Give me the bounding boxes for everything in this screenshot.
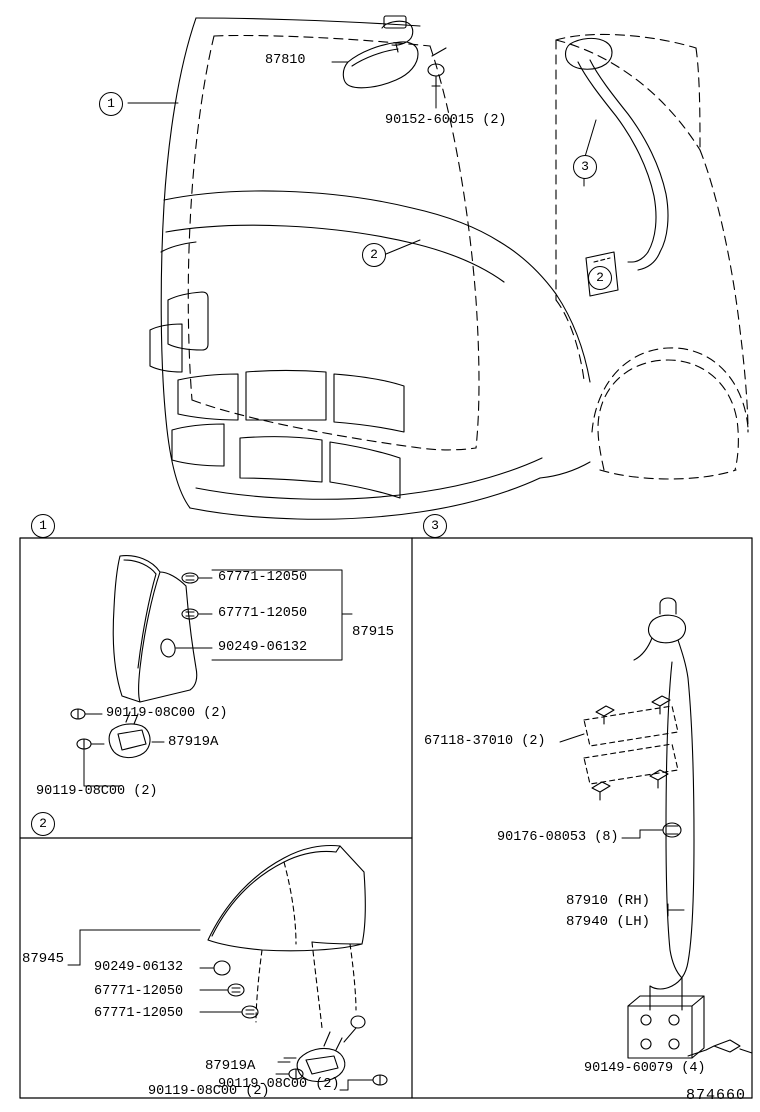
- callout-label: 2: [39, 816, 47, 831]
- part-number: 67771-12050: [94, 1006, 184, 1021]
- part-label-cover-grommet-2: [94, 961, 183, 975]
- callout-circle-1-detail: [31, 514, 55, 538]
- part-number: 87919A: [168, 734, 219, 750]
- part-number: 87940 (LH): [566, 914, 651, 930]
- part-number: 87915: [352, 624, 395, 640]
- callout-circle-2-detail: [31, 812, 55, 836]
- part-label-mirror-bracket-2: [205, 1059, 255, 1073]
- part-label-bracket-screw-lower: [36, 785, 158, 799]
- part-label-stay-clip: [497, 831, 619, 845]
- part-label-cover-clip-upper-2: [94, 985, 183, 999]
- part-label-inner-mirror: [265, 54, 306, 68]
- part-number: 87945: [22, 951, 65, 967]
- part-number: 67771-12050: [218, 606, 308, 621]
- part-number: 90176-08053 (8): [497, 830, 619, 845]
- callout-circle-1-top: [99, 92, 123, 116]
- part-label-bracket-screw-upper: [106, 707, 228, 721]
- callout-circle-3-top: [573, 155, 597, 179]
- callout-label: 1: [39, 518, 47, 533]
- part-number: 90119-08C00 (2): [36, 784, 158, 799]
- part-number: 87919A: [205, 1058, 256, 1074]
- part-label-cover-clip-lower-2: [94, 1007, 183, 1021]
- part-label-cover-clip-upper: [218, 571, 307, 585]
- callout-label: 3: [431, 518, 439, 533]
- part-label-mirror-cover: [352, 625, 394, 639]
- part-label-mirror-assembly-rh: [566, 894, 650, 908]
- callout-label: 1: [107, 96, 115, 111]
- part-label-bracket-screw-lower-2: [218, 1078, 340, 1092]
- part-label-cover-grommet: [218, 641, 307, 655]
- callout-label: 3: [581, 159, 589, 174]
- part-number: 67118-37010 (2): [424, 734, 546, 749]
- part-number: 90119-08C00 (2): [148, 1084, 270, 1099]
- callout-circle-2-top: [362, 243, 386, 267]
- part-label-mirror-assembly-lh: [566, 915, 650, 929]
- part-number: 87810: [265, 53, 306, 68]
- callout-label: 2: [596, 270, 604, 285]
- part-label-mirror-bracket-1: [168, 735, 218, 749]
- sheet-code-value: 874660: [685, 1087, 746, 1104]
- part-number: 90149-60079 (4): [584, 1061, 706, 1076]
- part-number: 90119-08C00 (2): [218, 1077, 340, 1092]
- part-label-inner-mirror-screw: [385, 114, 507, 128]
- part-number: 90249-06132: [94, 960, 184, 975]
- sheet-code: [686, 1087, 746, 1104]
- part-number: 90152-60015 (2): [385, 113, 507, 128]
- part-number: 67771-12050: [218, 570, 308, 585]
- part-number: 90249-06132: [218, 640, 308, 655]
- part-number: 90119-08C00 (2): [106, 706, 228, 721]
- part-label-stay-pad: [424, 735, 546, 749]
- callout-label: 2: [370, 247, 378, 262]
- callout-circle-3-detail: [423, 514, 447, 538]
- callout-circle-2-body: [588, 266, 612, 290]
- part-number: 87910 (RH): [566, 893, 651, 909]
- part-label-cover-clip-lower: [218, 607, 307, 621]
- part-label-stay-bolt: [584, 1062, 706, 1076]
- part-number: 67771-12050: [94, 984, 184, 999]
- part-label-mirror-cover-outer: [22, 952, 64, 966]
